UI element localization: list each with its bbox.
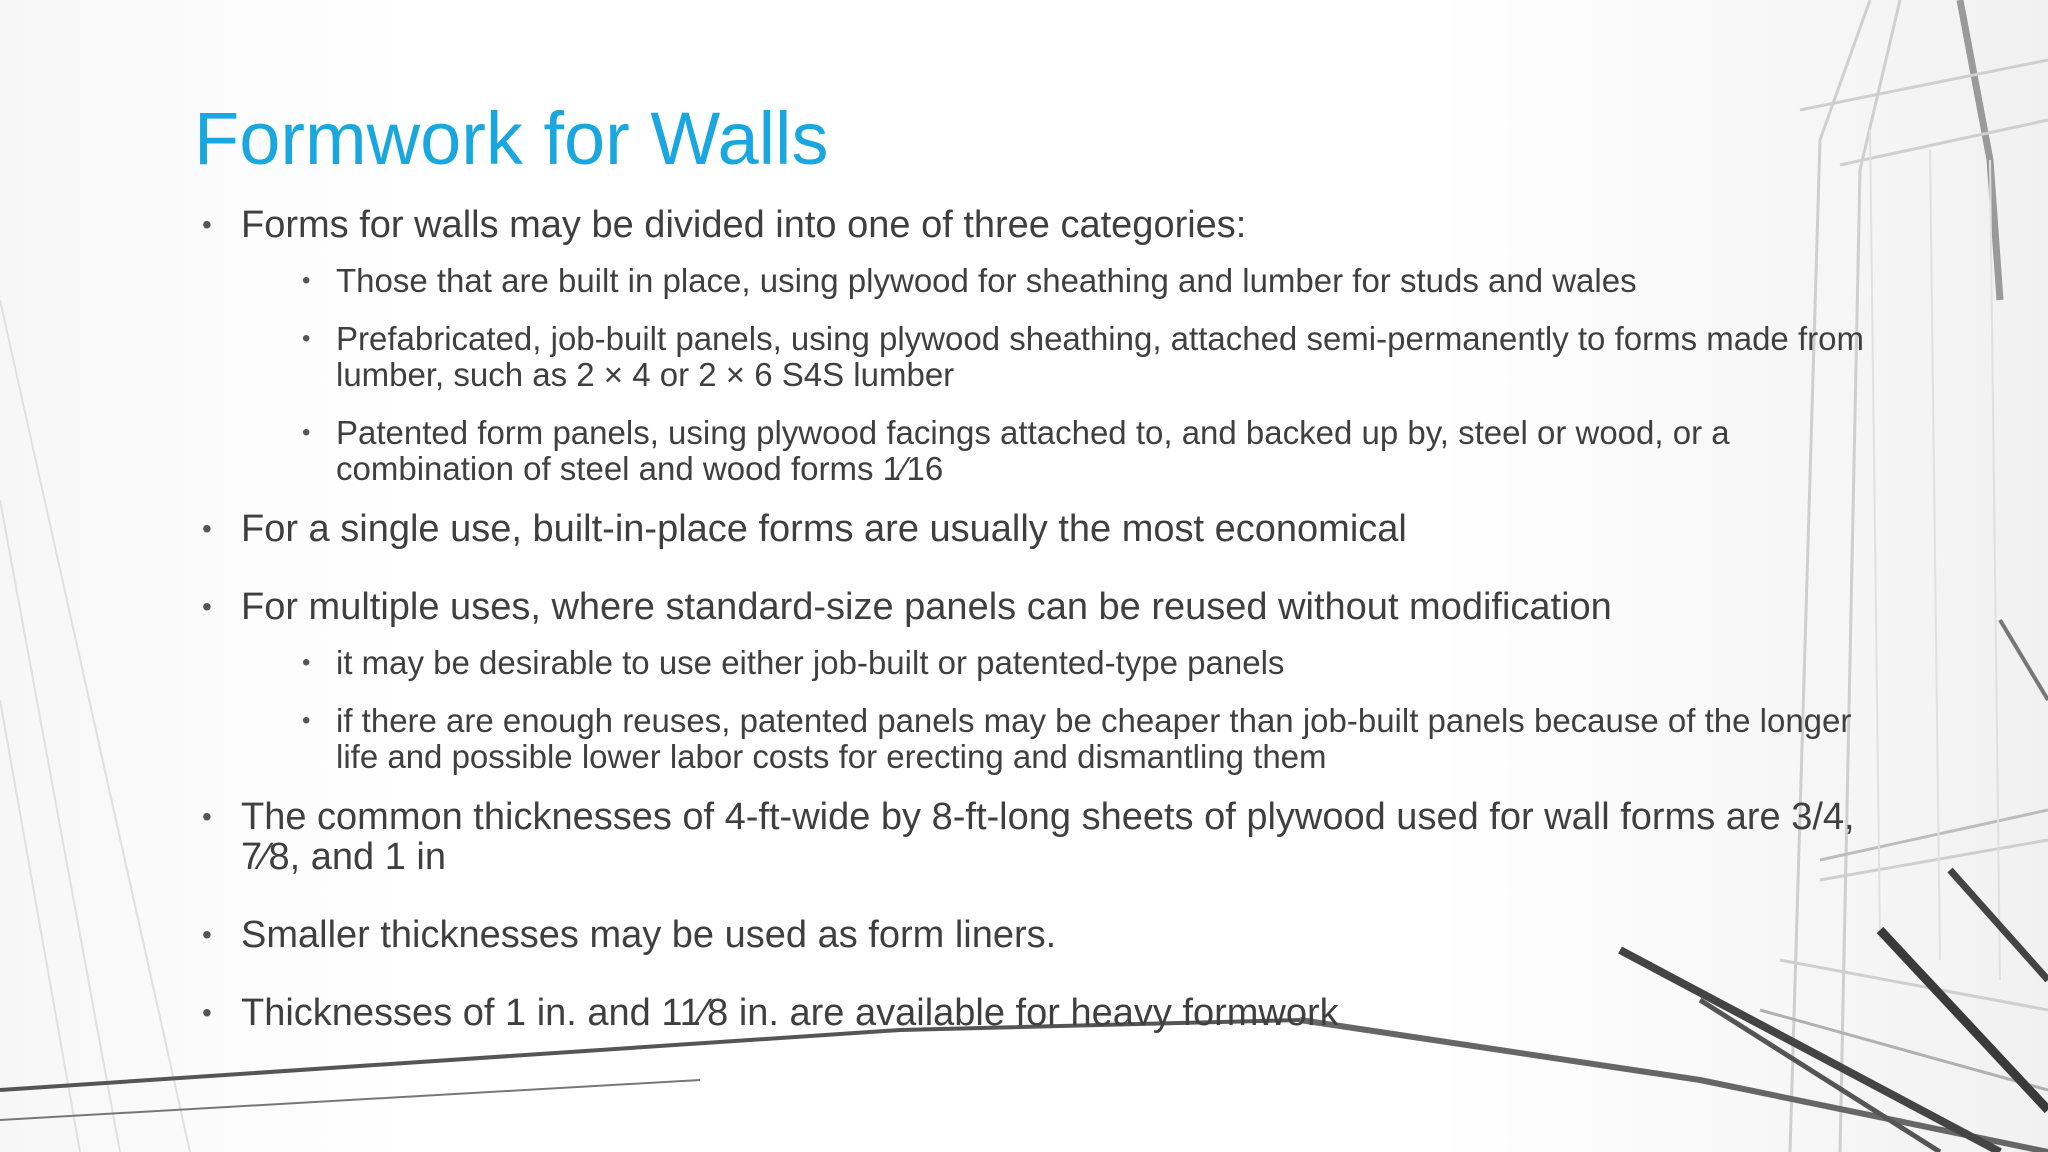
list-item bbox=[194, 797, 1894, 877]
sub-list-item-text: Prefabricated, job-built panels, using plywood sheathing, attached semi-permanently to forms made from lumber, such as 2 × 4 or 2 × 6 S4S lumber bbox=[336, 320, 1864, 393]
bullet-icon: • bbox=[302, 419, 311, 446]
list-item-text: Forms for walls may be divided into one of three categories: bbox=[241, 204, 1247, 246]
list-item-text: For a single use, built-in-place forms are usually the most economical bbox=[241, 508, 1407, 550]
bullet-icon: • bbox=[202, 591, 212, 622]
bullet-icon: • bbox=[302, 649, 311, 676]
sub-list-item bbox=[241, 645, 1894, 681]
list-item bbox=[194, 993, 1894, 1033]
list-item-text: For multiple uses, where standard-size panels can be reused without modification bbox=[241, 586, 1612, 628]
bullet-icon: • bbox=[302, 267, 311, 294]
bullet-icon: • bbox=[202, 513, 212, 544]
sub-list-item bbox=[241, 703, 1894, 775]
list-item bbox=[194, 915, 1894, 955]
bullet-icon: • bbox=[202, 209, 212, 240]
sub-list-item bbox=[241, 321, 1894, 393]
sub-list-item bbox=[241, 263, 1894, 299]
list-item bbox=[194, 587, 1894, 775]
sub-list-item-text: Those that are built in place, using plywood for sheathing and lumber for studs and wales bbox=[336, 262, 1637, 299]
list-item-text: Thicknesses of 1 in. and 11⁄8 in. are available for heavy formwork bbox=[241, 992, 1339, 1034]
list-item-text: The common thicknesses of 4-ft-wide by 8-ft-long sheets of plywood used for wall forms are 3/4, 7⁄8, and 1 in bbox=[241, 796, 1855, 878]
bullet-icon: • bbox=[202, 997, 212, 1028]
sub-list-item-text: Patented form panels, using plywood facings attached to, and backed up by, steel or wood, or a combination of steel and wood forms 1⁄16 bbox=[336, 414, 1730, 487]
slide-title: Formwork for Walls bbox=[194, 97, 829, 180]
sub-list-item-text: it may be desirable to use either job-built or patented-type panels bbox=[336, 644, 1285, 681]
list-item bbox=[194, 509, 1894, 549]
bullet-list bbox=[194, 205, 1894, 1071]
sub-list-item bbox=[241, 415, 1894, 487]
bullet-icon: • bbox=[202, 801, 212, 832]
bullet-icon: • bbox=[302, 325, 311, 352]
sub-list-item-text: if there are enough reuses, patented panels may be cheaper than job-built panels because of the longer life and possible lower labor costs for erecting and dismantling them bbox=[336, 702, 1852, 775]
bullet-icon: • bbox=[202, 919, 212, 950]
list-item bbox=[194, 205, 1894, 487]
list-item-text: Smaller thicknesses may be used as form liners. bbox=[241, 914, 1057, 956]
bullet-icon: • bbox=[302, 707, 311, 734]
